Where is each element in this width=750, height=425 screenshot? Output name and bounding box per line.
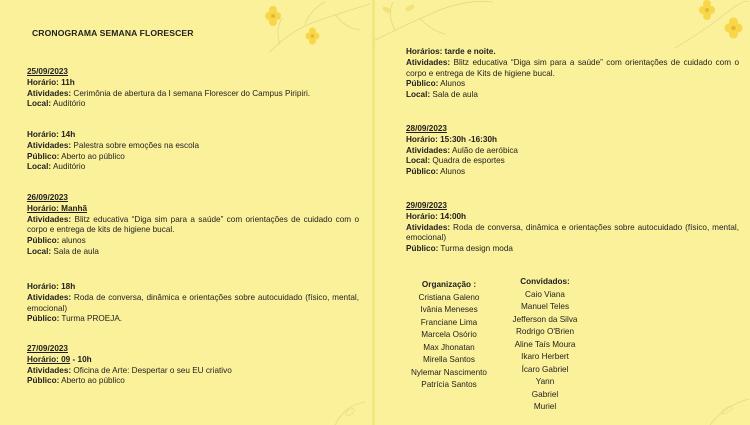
location-value: Auditório bbox=[51, 99, 86, 109]
time-value: 15:30h -16:30h bbox=[437, 134, 498, 144]
audience-value: Aberto ao público bbox=[59, 151, 125, 161]
schedule-entry-25-09-afternoon bbox=[27, 130, 359, 173]
page-title: CRONOGRAMA SEMANA FLORESCER bbox=[32, 28, 194, 38]
time-value: Horários: tarde e noite. bbox=[406, 47, 496, 56]
organizer-name: Nylemar Nascimento bbox=[411, 367, 487, 377]
audience-value: alunos bbox=[59, 236, 86, 246]
location-value: Sala de aula bbox=[51, 246, 99, 256]
guest-name: Gabriel bbox=[531, 389, 559, 399]
audience-label: Público: bbox=[27, 376, 60, 386]
organizer-name: Cristiana Galeno bbox=[418, 292, 480, 302]
guest-name: Ikaro Herbert bbox=[521, 352, 569, 361]
activity-value: Aulão de aeróbica bbox=[450, 145, 518, 155]
guests-list bbox=[503, 276, 587, 414]
location-value: Auditório bbox=[51, 162, 86, 172]
audience-value: Alunos bbox=[438, 167, 466, 177]
activity-value: Roda de conversa, dinâmica e orientações sobre autocuidado (físico, mental, emocional) bbox=[27, 292, 359, 313]
activity-label: Atividades: bbox=[406, 57, 451, 67]
audience-label: Público: bbox=[27, 236, 60, 246]
right-page bbox=[375, 0, 750, 425]
flower-decoration-icon bbox=[250, 0, 372, 60]
guest-name: Caio Viana bbox=[525, 289, 565, 299]
organizers-heading: Organização : bbox=[421, 280, 477, 289]
organizers-list bbox=[399, 279, 499, 392]
activity-label: Atividades: bbox=[406, 145, 451, 155]
time-value: 18h bbox=[58, 282, 76, 291]
schedule-entry-25-09-morning bbox=[27, 67, 359, 110]
flower-decoration-icon bbox=[675, 0, 750, 50]
activity-value: Blitz educativa “Diga sim para a saúde” com orientações de cuidado com o corpo e entrega de Kits de higiene bucal. bbox=[406, 57, 739, 78]
organizer-name: Mirella Santos bbox=[423, 355, 475, 364]
entry-date: 25/09/2023 bbox=[27, 67, 68, 76]
location-value: Sala de aula bbox=[430, 90, 478, 100]
time-label: Horário: bbox=[27, 130, 59, 139]
schedule-entry-26-09-morning bbox=[27, 193, 359, 258]
activity-value: Blitz educativa “Diga sim para a saúde” com orientações de cuidado com o corpo e entrega de kits de higiene bucal. bbox=[27, 214, 359, 235]
audience-label: Público: bbox=[406, 167, 439, 177]
left-page bbox=[0, 0, 372, 425]
guest-name: Jefferson da Silva bbox=[512, 314, 578, 324]
audience-value: Turma design moda bbox=[438, 244, 513, 254]
location-value: Quadra de esportes bbox=[430, 156, 505, 166]
activity-value: Palestra sobre emoções na escola bbox=[71, 140, 200, 150]
activity-value: Roda de conversa, dinâmica e orientações sobre autocuidado (físico, mental, emocional) bbox=[406, 222, 739, 243]
entry-date: 28/09/2023 bbox=[406, 124, 447, 133]
guest-name: Yann bbox=[535, 377, 555, 386]
organizer-name: Franciane Lima bbox=[420, 317, 478, 327]
organizer-name: Max Jhonatan bbox=[423, 342, 475, 352]
audience-value: Aberto ao público bbox=[59, 376, 125, 386]
schedule-entry-27-09-morning bbox=[27, 344, 359, 387]
time-label: Horário: bbox=[406, 134, 438, 144]
audience-value: Turma PROEJA. bbox=[59, 314, 123, 324]
time-value: 11h bbox=[58, 77, 75, 87]
guest-name: Muriel bbox=[533, 402, 557, 411]
time-value: - 10h bbox=[70, 354, 92, 364]
entry-date: 27/09/2023 bbox=[27, 344, 68, 353]
leaf-decoration-icon bbox=[705, 395, 750, 425]
location-label: Local: bbox=[27, 99, 52, 109]
audience-value: Alunos bbox=[438, 79, 466, 89]
organizer-name: Ivânia Meneses bbox=[420, 305, 478, 314]
audience-label: Público: bbox=[406, 244, 439, 254]
entry-date: 29/09/2023 bbox=[406, 201, 447, 210]
organizer-name: Marcela Osório bbox=[421, 330, 477, 339]
activity-label: Atividades: bbox=[27, 365, 72, 375]
audience-label: Público: bbox=[27, 314, 60, 324]
time-label: Horário: bbox=[27, 282, 59, 291]
activity-label: Atividades: bbox=[27, 140, 72, 150]
location-label: Local: bbox=[406, 90, 431, 100]
activity-value: Oficina de Arte: Despertar o seu EU criativo bbox=[71, 365, 232, 375]
guest-name: Manuel Teles bbox=[520, 302, 570, 311]
time-value: Horário: Manhã bbox=[27, 203, 88, 213]
organizer-name: Patrícia Santos bbox=[421, 380, 477, 389]
time-value: 14h bbox=[58, 130, 76, 139]
time-label: Horário: 09 bbox=[27, 354, 71, 364]
activity-label: Atividades: bbox=[27, 88, 72, 98]
schedule-entry-26-09-evening bbox=[27, 282, 359, 325]
entry-date: 26/09/2023 bbox=[27, 193, 68, 202]
leaf-decoration-icon bbox=[330, 400, 370, 425]
schedule-entry-29-09 bbox=[406, 201, 739, 255]
location-label: Local: bbox=[406, 156, 431, 166]
location-label: Local: bbox=[27, 246, 52, 256]
activity-value: Cerimônia de abertura da I semana Florescer do Campus Piripiri. bbox=[71, 88, 311, 98]
audience-label: Público: bbox=[406, 79, 439, 89]
time-label: Horário: bbox=[27, 77, 59, 87]
guest-name: Ícaro Gabriel bbox=[521, 364, 569, 374]
guests-heading: Convidados: bbox=[520, 277, 570, 286]
guest-name: Aline Taís Moura bbox=[514, 339, 576, 349]
time-value: Horário: 14:00h bbox=[406, 211, 467, 221]
activity-label: Atividades: bbox=[27, 214, 72, 224]
audience-label: Público: bbox=[27, 151, 60, 161]
schedule-entry-28-09 bbox=[406, 124, 739, 178]
activity-label: Atividades: bbox=[406, 222, 451, 232]
flower-decoration-icon bbox=[375, 0, 495, 48]
activity-label: Atividades: bbox=[27, 292, 72, 302]
location-label: Local: bbox=[27, 162, 52, 172]
guest-name: Rodrigo O'Brien bbox=[516, 327, 574, 336]
schedule-entry-27-09-afternoon-evening bbox=[406, 47, 739, 101]
